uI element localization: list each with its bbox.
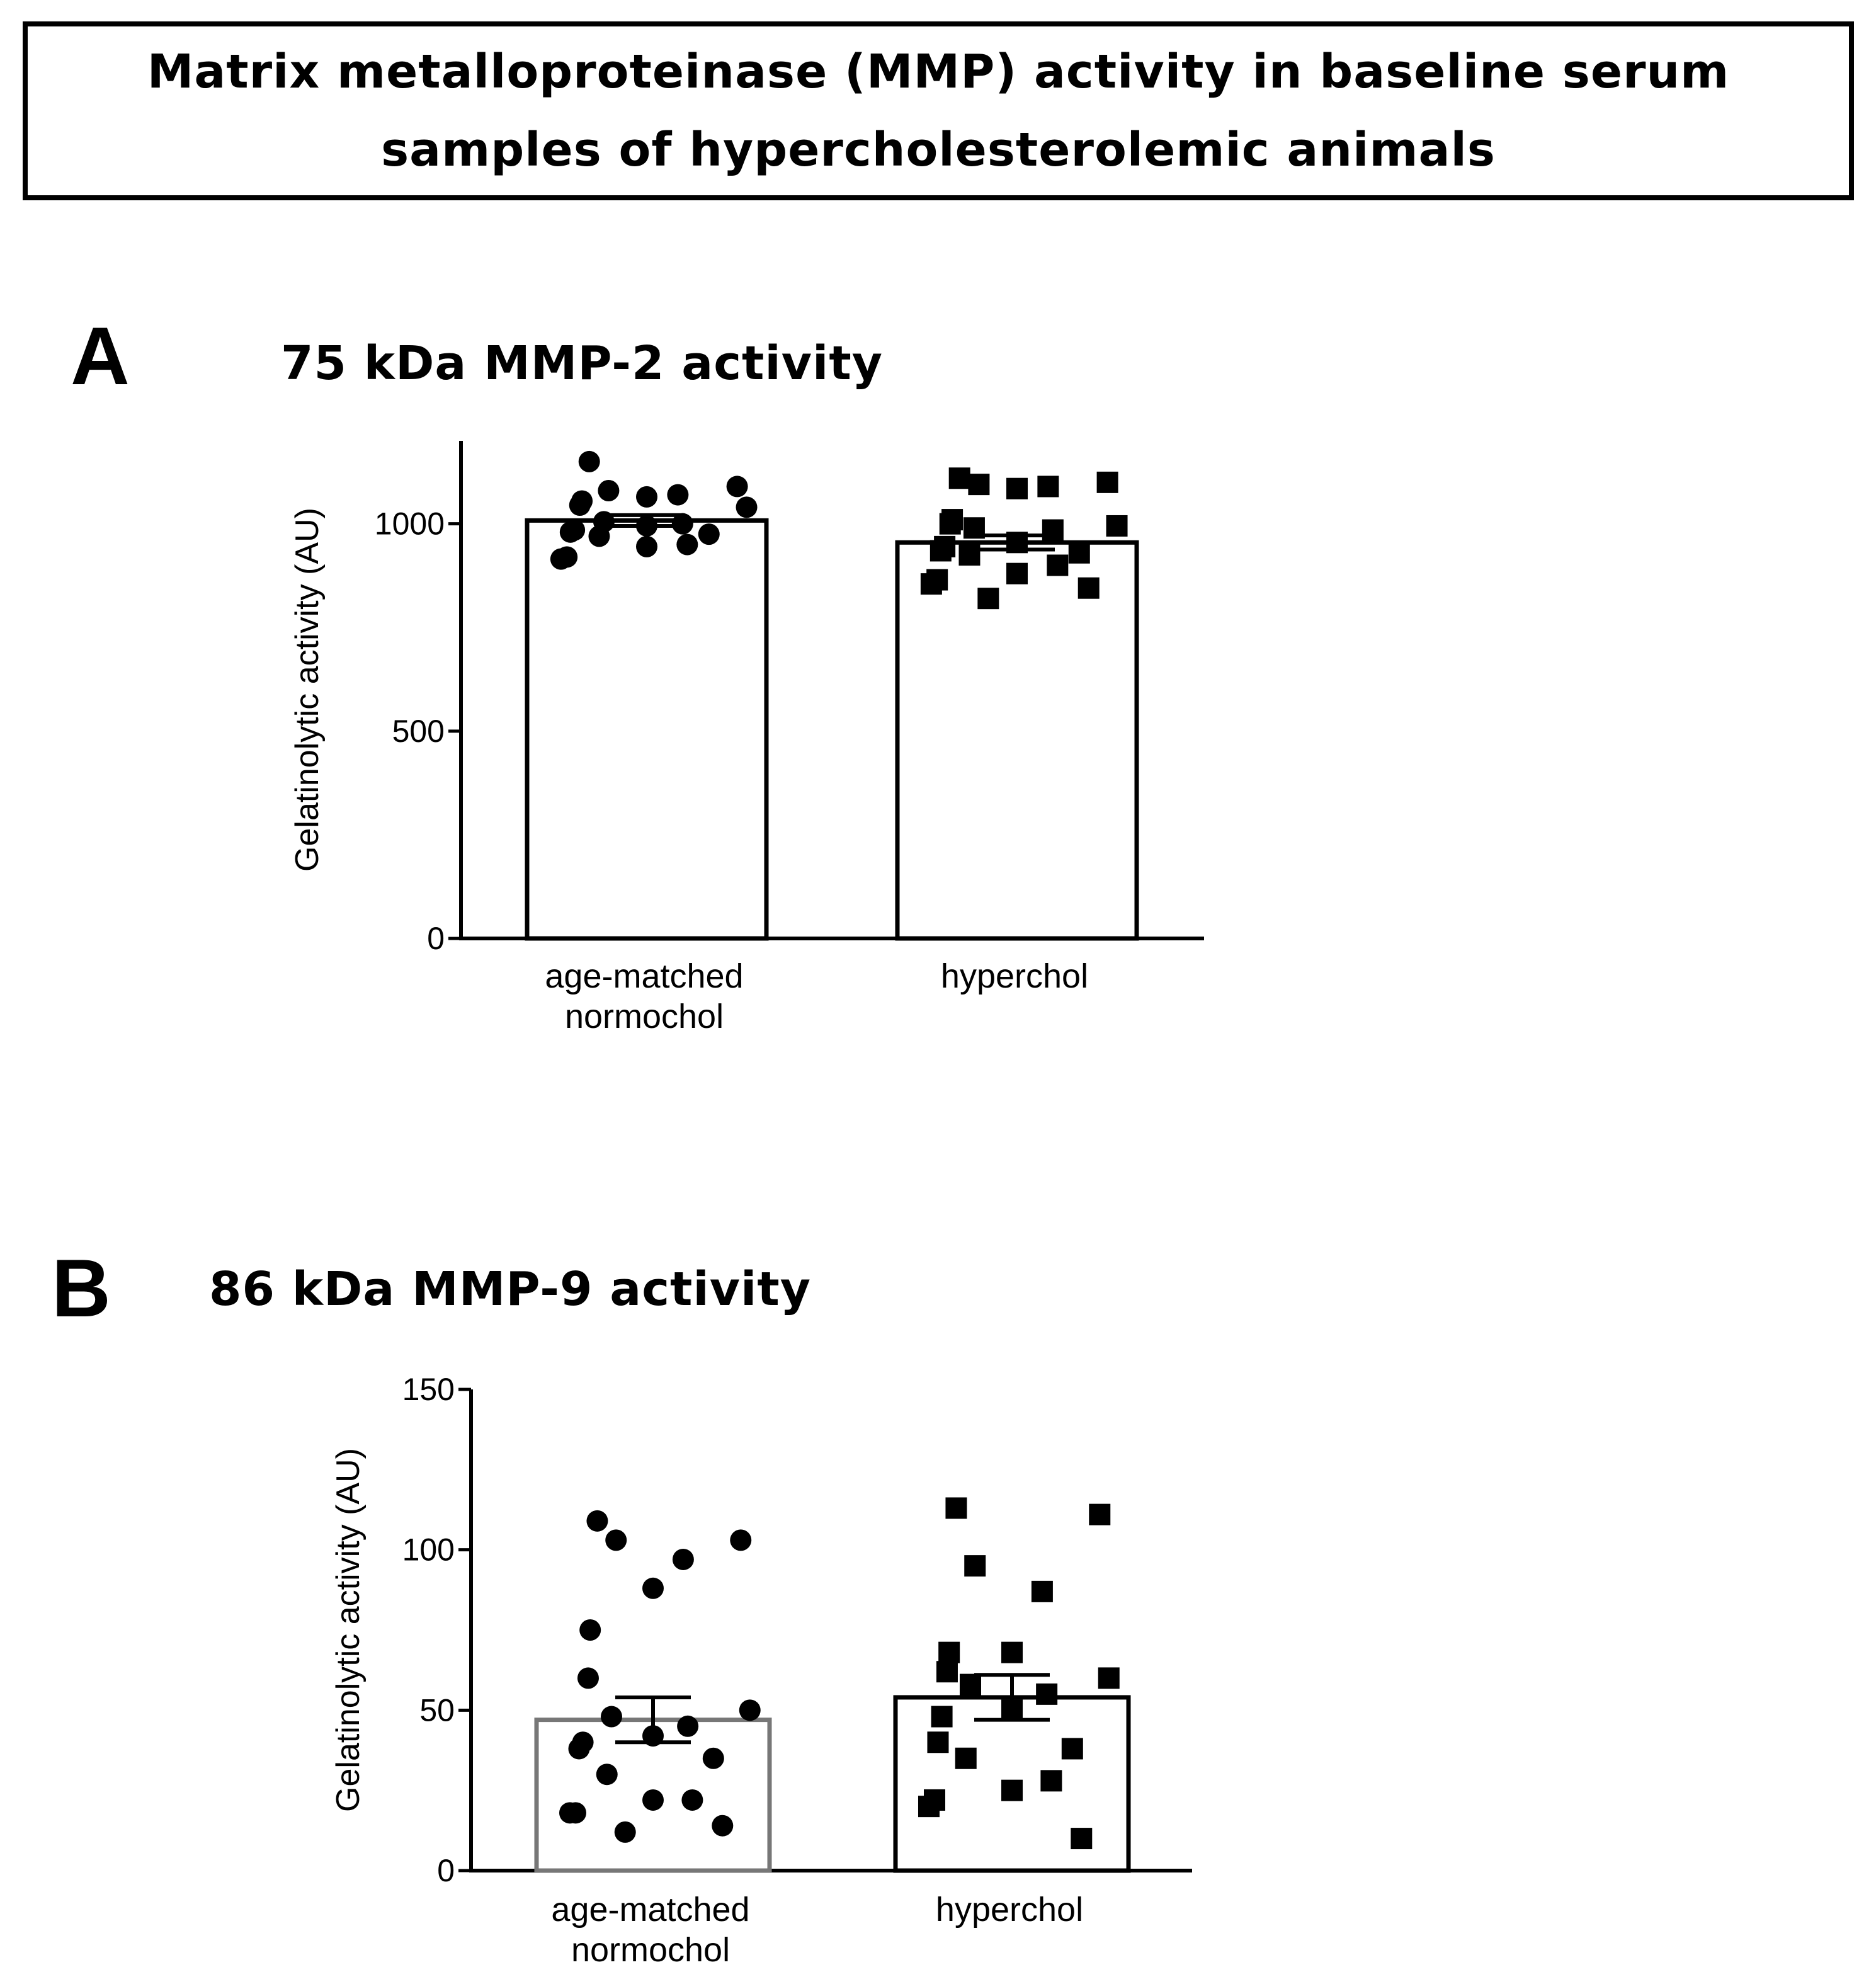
panel-b-letter: B xyxy=(52,1242,111,1334)
data-point xyxy=(579,1619,601,1641)
y-tick-label: 150 xyxy=(402,1372,455,1407)
data-point xyxy=(1098,1667,1120,1689)
panel-b-title: 86 kDa MMP-9 activity xyxy=(209,1262,812,1316)
data-point xyxy=(677,1716,698,1737)
data-point xyxy=(559,1802,581,1823)
data-point xyxy=(918,1796,940,1817)
category-label: hyperchol xyxy=(935,1891,1084,1929)
data-point xyxy=(1089,1504,1110,1525)
data-point xyxy=(964,1555,986,1576)
category-label: normochol xyxy=(564,998,724,1035)
data-point xyxy=(1001,1780,1023,1801)
data-point xyxy=(605,1529,627,1551)
data-point xyxy=(642,1578,664,1599)
data-point xyxy=(739,1699,761,1721)
data-point xyxy=(936,1661,958,1682)
data-point xyxy=(586,1510,608,1532)
y-axis-label: Gelatinolytic activity (AU) xyxy=(330,1448,367,1812)
data-point xyxy=(1071,1828,1092,1849)
data-point xyxy=(1062,1738,1083,1759)
data-point xyxy=(960,1674,981,1696)
y-axis-label: Gelatinolytic activity (AU) xyxy=(289,508,326,872)
category-label: age-matched xyxy=(545,957,744,995)
y-tick-label: 0 xyxy=(427,921,445,956)
y-tick-label: 100 xyxy=(402,1532,455,1568)
y-tick-label: 500 xyxy=(392,713,445,749)
category-label: normochol xyxy=(571,1931,731,1969)
data-point xyxy=(712,1815,733,1837)
data-point xyxy=(601,1706,622,1728)
figure-title-line-2: samples of hypercholesterolemic animals xyxy=(381,123,1496,177)
data-point xyxy=(955,1748,977,1769)
y-tick-label: 1000 xyxy=(374,506,445,542)
data-point xyxy=(1036,1684,1057,1705)
category-label: hyperchol xyxy=(940,957,1089,995)
category-label: age-matched xyxy=(551,1891,750,1929)
data-point xyxy=(931,1706,953,1728)
data-point xyxy=(938,1642,960,1663)
data-point xyxy=(615,1821,636,1843)
data-point xyxy=(577,1667,599,1689)
y-tick-label: 0 xyxy=(437,1853,455,1888)
data-point xyxy=(681,1789,703,1811)
data-point xyxy=(642,1789,664,1811)
panel-a-letter: A xyxy=(71,310,130,402)
data-point xyxy=(730,1529,751,1551)
data-point xyxy=(673,1549,694,1570)
data-point xyxy=(1040,1770,1062,1791)
panel-a-title: 75 kDa MMP-2 activity xyxy=(281,336,884,390)
data-point xyxy=(568,1738,589,1759)
data-point xyxy=(1001,1642,1023,1663)
figure-title-line-1: Matrix metalloproteinase (MMP) activity in baseline serum xyxy=(147,45,1730,99)
data-point xyxy=(945,1497,967,1519)
data-point xyxy=(927,1731,948,1753)
data-point xyxy=(1032,1581,1053,1602)
data-point xyxy=(596,1764,618,1785)
data-point xyxy=(703,1748,724,1769)
y-tick-label: 50 xyxy=(419,1692,455,1728)
